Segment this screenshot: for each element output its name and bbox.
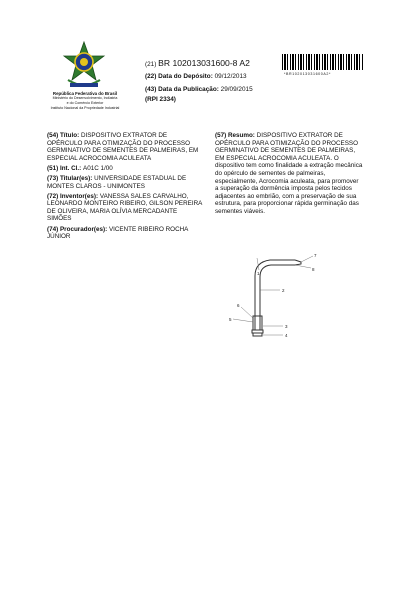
barcode-number: *BR102013031600A2*: [284, 72, 331, 76]
attorney-field: (74) Procurador(es): VICENTE RIBEIRO ROCHA JÚNIOR: [47, 225, 189, 241]
figure-label-6: 6: [237, 303, 240, 308]
ministry-line-2: e do Comércio Exterior: [66, 101, 104, 105]
deposit-date: (22) Data do Depósito: 09/12/2013: [145, 73, 247, 80]
doc-code: (21) BR 102013031600-8 A2: [145, 58, 250, 68]
coat-of-arms-emblem: [60, 40, 108, 90]
republic-label: República Federativa do Brasil: [52, 91, 118, 96]
figure-label-7: 7: [314, 253, 317, 258]
int-cl-field: (51) Int. Cl.: A01C 1/00: [47, 164, 113, 172]
ministry-line-1: Ministério do Desenvolvimento, Indústria: [52, 96, 118, 100]
title-field: (54) Título: DISPOSITIVO EXTRATOR DE OPÉRCULO PARA OTIMIZAÇÃO DO PROCESSO GERMINATIVO DE SEMENTES DE PALMEIRAS, EM ESPECIAL ACROCOMIA ACULEATA: [47, 132, 199, 162]
inventor-field: (72) Inventor(es): VANESSA SALES CARVALHO, LEONARDO MONTEIRO RIBEIRO, GILSON PEREIRA DE OLIVEIRA, MARIA OLÍVIA MERCADANTE SIMÕES: [47, 192, 203, 223]
figure-label-2: 2: [282, 288, 285, 293]
abstract-field: (57) Resumo: DISPOSITIVO EXTRATOR DE OPÉRCULO PARA OTIMIZAÇÃO DO PROCESSO GERMINATIVO DE SEMENTES DE PALMEIRAS, EM ESPECIAL ACROCOMIA ACULEATA. O dispositivo tem como finalidade a extração mecânica do opérculo de sementes de palmeiras, especialmente, Acrocomia aculeata, para promover a superação da dormência imposta pelos tecidos adjacentes ao embrião, com a preservação de sua estrutura, para proporcionar rápida germinação das sementes viáveis.: [215, 132, 363, 215]
figure-label-8: 8: [312, 267, 315, 272]
holder-field: (73) Titular(es): UNIVERSIDADE ESTADUAL DE MONTES CLAROS - UNIMONTES: [47, 174, 187, 190]
figure-label-3: 3: [285, 324, 288, 329]
rpi-number: (RPI 2334): [145, 96, 176, 103]
publication-date: (43) Data da Publicação: 29/09/2015: [145, 86, 253, 93]
figure-label-4: 4: [285, 333, 288, 338]
figure-label-5: 5: [229, 317, 232, 322]
figure-label-1: 1: [257, 271, 260, 276]
patent-figure: [225, 250, 335, 350]
institute-label: Instituto Nacional da Propriedade Industrial: [50, 106, 120, 110]
barcode: [282, 54, 364, 70]
